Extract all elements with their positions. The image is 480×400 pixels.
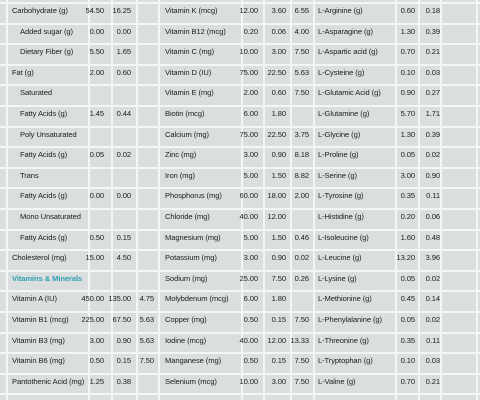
row-label: Zinc (mg) xyxy=(165,150,197,160)
row-value: 10.00 xyxy=(239,376,258,386)
row-value: 0.90 xyxy=(271,150,286,160)
row-value: 0.35 xyxy=(400,335,415,345)
row-label: L-Asparagine (g) xyxy=(318,26,373,36)
row-value: 7.50 xyxy=(294,356,309,366)
column-divider xyxy=(6,0,8,400)
row-label: Vitamin B3 (mg) xyxy=(12,335,65,345)
row-value: 1.25 xyxy=(89,376,104,386)
row-value: 8.82 xyxy=(294,170,309,180)
row-label: Fatty Acids (g) xyxy=(20,232,68,242)
row-value: 0.14 xyxy=(425,294,440,304)
row-label: Cholesterol (mg) xyxy=(12,253,67,263)
row-value: 225.00 xyxy=(81,315,104,324)
row-value: 75.00 xyxy=(239,129,258,139)
row-value: 22.50 xyxy=(267,129,286,139)
row-value: 0.45 xyxy=(400,294,415,304)
row-label: Biotin (mcg) xyxy=(165,109,205,118)
row-label: Pantothenic Acid (mg) xyxy=(12,376,85,386)
row-value: 1.71 xyxy=(425,109,440,118)
row-label: L-Phenylalanine (g) xyxy=(318,315,382,324)
row-label: L-Cysteine (g) xyxy=(318,67,365,77)
row-value: 3.00 xyxy=(400,170,415,180)
row-label: Vitamin A (IU) xyxy=(12,294,57,304)
row-value: 2.00 xyxy=(243,88,258,98)
row-value: 3.00 xyxy=(243,150,258,160)
row-label: L-Isoleucine (g) xyxy=(318,232,369,242)
row-value: 0.21 xyxy=(425,376,440,386)
row-label: L-Glycine (g) xyxy=(318,129,361,139)
row-value: 3.00 xyxy=(89,335,104,345)
row-value: 0.10 xyxy=(400,67,415,77)
row-value: 0.18 xyxy=(425,6,440,15)
row-label: L-Serine (g) xyxy=(318,170,357,180)
row-value: 0.50 xyxy=(243,356,258,366)
row-label: L-Tyrosine (g) xyxy=(318,191,364,201)
row-value: 0.90 xyxy=(271,253,286,263)
row-value: 6.00 xyxy=(243,294,258,304)
row-value: 0.03 xyxy=(425,67,440,77)
row-label: Vitamins & Minerals xyxy=(12,273,83,283)
row-label: Carbohydrate (g) xyxy=(12,6,68,15)
row-value: 0.38 xyxy=(116,376,131,386)
row-value: 0.02 xyxy=(425,150,440,160)
row-label: L-Valine (g) xyxy=(318,376,356,386)
row-value: 7.50 xyxy=(294,315,309,324)
row-value: 13.20 xyxy=(396,253,415,263)
row-divider xyxy=(0,43,480,45)
row-divider xyxy=(0,311,480,313)
row-value: 16.25 xyxy=(112,6,131,15)
row-value: 40.00 xyxy=(239,212,258,221)
row-value: 0.39 xyxy=(425,129,440,139)
row-value: 4.50 xyxy=(116,253,131,263)
row-value: 0.44 xyxy=(116,109,131,118)
row-value: 12.00 xyxy=(239,6,258,15)
row-value: 0.60 xyxy=(116,67,131,77)
row-label: Sodium (mg) xyxy=(165,273,208,283)
row-value: 0.39 xyxy=(425,26,440,36)
row-value: 5.63 xyxy=(294,67,309,77)
row-value: 1.80 xyxy=(271,109,286,118)
row-value: 0.02 xyxy=(425,315,440,324)
row-value: 3.60 xyxy=(271,6,286,15)
row-divider xyxy=(0,290,480,292)
row-label: Saturated xyxy=(20,88,53,98)
row-label: Potassium (mg) xyxy=(165,253,217,263)
row-label: Manganese (mg) xyxy=(165,356,222,366)
row-divider xyxy=(0,84,480,86)
row-divider xyxy=(0,105,480,107)
row-value: 8.18 xyxy=(294,150,309,160)
row-value: 7.50 xyxy=(294,376,309,386)
row-value: 7.50 xyxy=(271,273,286,283)
row-value: 0.02 xyxy=(294,253,309,263)
row-divider xyxy=(0,373,480,375)
row-value: 0.15 xyxy=(116,356,131,366)
row-divider xyxy=(0,249,480,251)
row-divider xyxy=(0,2,480,4)
row-value: 1.50 xyxy=(271,170,286,180)
row-value: 15.00 xyxy=(85,253,104,263)
row-divider xyxy=(0,393,480,395)
row-divider xyxy=(0,187,480,189)
row-value: 0.70 xyxy=(400,47,415,57)
row-divider xyxy=(0,352,480,354)
row-value: 0.06 xyxy=(425,212,440,221)
row-label: Vitamin K (mcg) xyxy=(165,6,218,15)
row-divider xyxy=(0,270,480,272)
row-value: 1.30 xyxy=(400,26,415,36)
row-label: L-Proline (g) xyxy=(318,150,359,160)
row-value: 1.45 xyxy=(89,109,104,118)
row-label: L-Glutamine (g) xyxy=(318,109,370,118)
row-value: 4.00 xyxy=(294,26,309,36)
row-label: L-Lysine (g) xyxy=(318,273,357,283)
row-value: 0.26 xyxy=(294,273,309,283)
row-label: Magnesium (mg) xyxy=(165,232,221,242)
row-label: Vitamin B12 (mcg) xyxy=(165,26,226,36)
row-value: 3.75 xyxy=(294,129,309,139)
row-value: 0.90 xyxy=(425,170,440,180)
row-value: 0.05 xyxy=(400,273,415,283)
row-label: L-Threonine (g) xyxy=(318,335,369,345)
row-divider xyxy=(0,208,480,210)
row-value: 12.00 xyxy=(267,335,286,345)
row-value: 0.00 xyxy=(116,191,131,201)
row-label: Calcium (mg) xyxy=(165,129,209,139)
row-value: 22.50 xyxy=(267,67,286,77)
row-label: Fat (g) xyxy=(12,67,34,77)
row-label: Phosphorus (mg) xyxy=(165,191,222,201)
row-label: Mono Unsaturated xyxy=(20,212,81,221)
row-value: 2.00 xyxy=(294,191,309,201)
row-value: 0.00 xyxy=(116,26,131,36)
row-value: 6.00 xyxy=(243,109,258,118)
row-value: 1.30 xyxy=(400,129,415,139)
row-label: Dietary Fiber (g) xyxy=(20,47,74,57)
row-label: Vitamin B6 (mg) xyxy=(12,356,65,366)
row-label: Vitamin B1 (mcg) xyxy=(12,315,69,324)
row-divider xyxy=(0,332,480,334)
row-value: 0.05 xyxy=(400,150,415,160)
column-divider xyxy=(440,0,442,400)
row-value: 40.00 xyxy=(239,335,258,345)
row-label: L-Glutamic Acid (g) xyxy=(318,88,381,98)
row-label: Copper (mg) xyxy=(165,315,207,324)
row-value: 0.11 xyxy=(426,335,440,345)
row-label: Iron (mg) xyxy=(165,170,195,180)
row-label: Trans xyxy=(20,170,39,180)
row-label: Vitamin D (IU) xyxy=(165,67,212,77)
row-label: Poly Unsaturated xyxy=(20,129,77,139)
row-label: L-Arginine (g) xyxy=(318,6,363,15)
row-label: Fatty Acids (g) xyxy=(20,150,68,160)
row-value: 0.03 xyxy=(425,356,440,366)
row-value: 7.50 xyxy=(294,47,309,57)
row-label: L-Aspartic acid (g) xyxy=(318,47,378,57)
row-divider xyxy=(0,146,480,148)
row-value: 6.55 xyxy=(294,6,309,15)
row-value: 2.00 xyxy=(89,67,104,77)
row-value: 10.00 xyxy=(239,47,258,57)
row-value: 0.90 xyxy=(400,88,415,98)
row-label: L-Methionine (g) xyxy=(318,294,372,304)
row-label: Fatty Acids (g) xyxy=(20,109,68,118)
row-value: 60.00 xyxy=(239,191,258,201)
row-value: 0.48 xyxy=(425,232,440,242)
row-value: 0.10 xyxy=(400,356,415,366)
row-label: Selenium (mcg) xyxy=(165,376,217,386)
row-value: 135.00 xyxy=(108,294,131,304)
row-value: 0.27 xyxy=(425,88,440,98)
row-value: 0.15 xyxy=(271,356,286,366)
row-value: 0.20 xyxy=(243,26,258,36)
row-value: 1.60 xyxy=(400,232,415,242)
row-value: 75.00 xyxy=(239,67,258,77)
row-value: 7.50 xyxy=(294,88,309,98)
row-value: 0.15 xyxy=(116,232,131,242)
row-label: Fatty Acids (g) xyxy=(20,191,68,201)
row-value: 0.21 xyxy=(425,47,440,57)
row-value: 4.75 xyxy=(139,294,154,304)
row-value: 12.00 xyxy=(267,212,286,221)
row-value: 13.33 xyxy=(290,335,309,345)
row-value: 0.00 xyxy=(89,26,104,36)
row-value: 1.65 xyxy=(116,47,131,57)
row-value: 5.00 xyxy=(243,232,258,242)
row-value: 67.50 xyxy=(112,315,131,324)
row-value: 0.20 xyxy=(400,212,415,221)
row-value: 1.80 xyxy=(271,294,286,304)
row-value: 0.15 xyxy=(271,315,286,324)
row-value: 3.00 xyxy=(271,376,286,386)
row-label: L-Tryptophan (g) xyxy=(318,356,373,366)
row-value: 0.60 xyxy=(400,6,415,15)
row-value: 54.50 xyxy=(85,6,104,15)
row-value: 0.50 xyxy=(243,315,258,324)
row-value: 0.50 xyxy=(89,232,104,242)
row-value: 0.06 xyxy=(271,26,286,36)
row-value: 25.00 xyxy=(239,273,258,283)
row-label: Added sugar (g) xyxy=(20,26,73,36)
row-value: 0.02 xyxy=(116,150,131,160)
row-value: 0.00 xyxy=(89,191,104,201)
row-value: 3.00 xyxy=(243,253,258,263)
row-value: 18.00 xyxy=(267,191,286,201)
row-label: Molybdenum (mcg) xyxy=(165,294,229,304)
row-value: 5.63 xyxy=(139,335,154,345)
row-value: 0.60 xyxy=(271,88,286,98)
row-label: Vitamin C (mg) xyxy=(165,47,215,57)
row-value: 0.90 xyxy=(116,335,131,345)
row-divider xyxy=(0,167,480,169)
row-label: L-Leucine (g) xyxy=(318,253,362,263)
row-divider xyxy=(0,229,480,231)
row-divider xyxy=(0,64,480,66)
row-value: 5.00 xyxy=(243,170,258,180)
row-value: 0.35 xyxy=(400,191,415,201)
row-value: 0.05 xyxy=(400,315,415,324)
row-value: 450.00 xyxy=(81,294,104,304)
row-value: 7.50 xyxy=(139,356,154,366)
column-divider xyxy=(313,0,315,400)
row-value: 0.11 xyxy=(426,191,440,201)
row-label: Chloride (mg) xyxy=(165,212,210,221)
row-divider xyxy=(0,126,480,128)
row-label: Vitamin E (mg) xyxy=(165,88,214,98)
row-value: 1.50 xyxy=(271,232,286,242)
row-value: 0.05 xyxy=(89,150,104,160)
column-divider xyxy=(476,0,478,400)
row-value: 5.70 xyxy=(400,109,415,118)
row-value: 5.50 xyxy=(89,47,104,57)
row-value: 0.70 xyxy=(400,376,415,386)
row-value: 5.63 xyxy=(139,315,154,324)
row-value: 0.46 xyxy=(294,232,309,242)
row-label: Iodine (mcg) xyxy=(165,335,207,345)
row-divider xyxy=(0,23,480,25)
row-label: L-Histidine (g) xyxy=(318,212,364,221)
row-value: 0.02 xyxy=(425,273,440,283)
row-value: 3.96 xyxy=(425,253,440,263)
row-value: 0.50 xyxy=(89,356,104,366)
row-value: 3.00 xyxy=(271,47,286,57)
column-divider xyxy=(158,0,160,400)
